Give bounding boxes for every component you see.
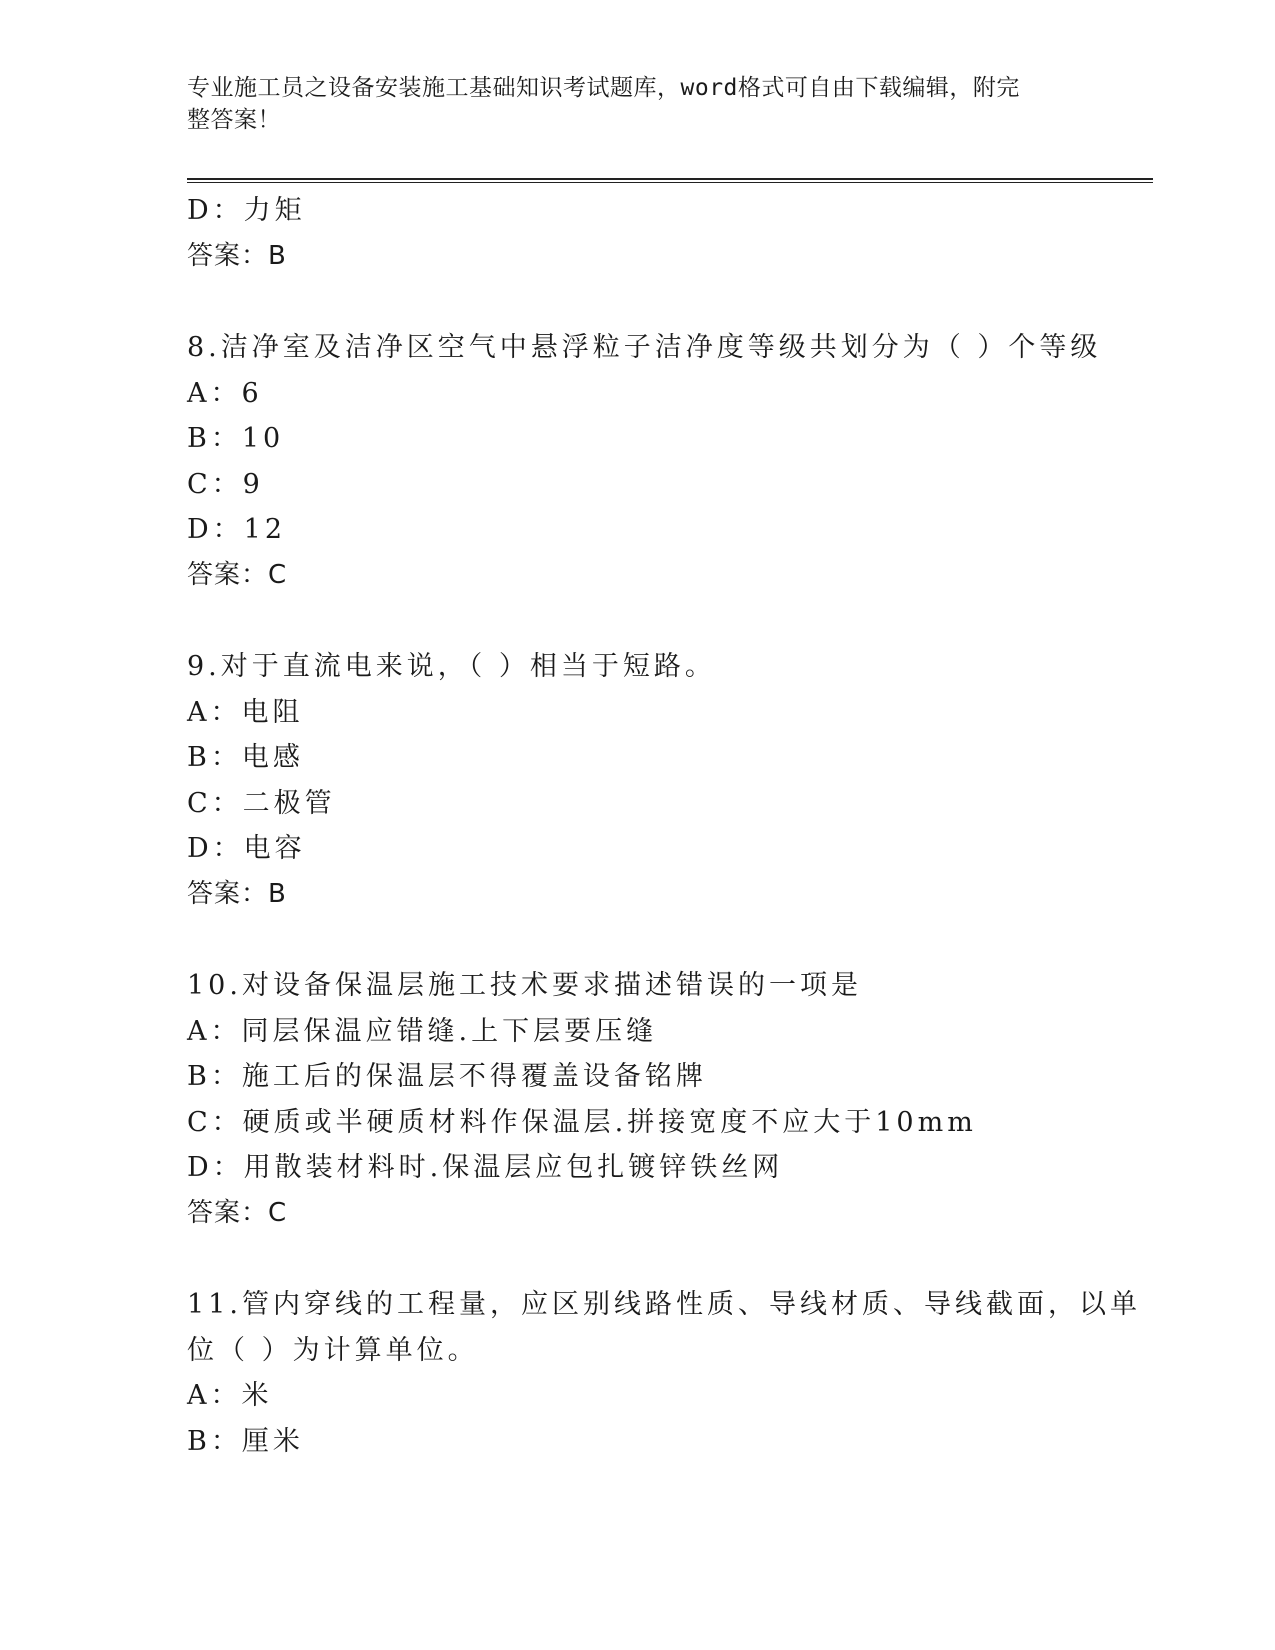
option-a: A：同层保温应错缝.上下层要压缝 — [187, 1015, 658, 1047]
answer: 答案：C — [187, 559, 288, 590]
option-b: B：厘米 — [187, 1425, 304, 1457]
option-c: C：二极管 — [187, 787, 336, 819]
spacer — [187, 917, 1087, 963]
spacer — [187, 1236, 1087, 1282]
question-stem-line-2: 位（ ）为计算单位。 — [187, 1334, 479, 1366]
question-9 — [187, 644, 1087, 917]
option-c: C：硬质或半硬质材料作保温层.拼接宽度不应大于10mm — [187, 1106, 977, 1138]
spacer — [187, 279, 1087, 325]
question-stem-line-1: 11.管内穿线的工程量，应区别线路性质、导线材质、导线截面，以单 — [187, 1289, 1141, 1320]
question-7-tail — [187, 188, 1087, 279]
question-8 — [187, 325, 1102, 598]
option-d: D：用散装材料时.保温层应包扎镀锌铁丝网 — [187, 1152, 784, 1183]
answer: 答案：B — [187, 240, 287, 271]
header-divider-thin — [187, 182, 1153, 183]
question-list — [187, 188, 1141, 1464]
answer: 答案：B — [187, 878, 287, 909]
option-a: A：米 — [187, 1380, 273, 1411]
option-d: D：力矩 — [187, 195, 306, 226]
header-line-2: 整答案！ — [187, 107, 281, 133]
question-11 — [187, 1282, 1141, 1464]
option-c: C：9 — [187, 468, 264, 500]
option-a: A：电阻 — [187, 696, 304, 728]
question-10 — [187, 963, 1087, 1236]
option-d: D：12 — [187, 514, 287, 545]
header-divider-thick — [187, 178, 1153, 180]
question-stem: 10.对设备保温层施工技术要求描述错误的一项是 — [187, 970, 862, 1001]
question-stem: 8.洁净室及洁净区空气中悬浮粒子洁净度等级共划分为（ ）个等级 — [187, 332, 1102, 363]
option-a: A：6 — [187, 377, 263, 409]
document-header — [187, 72, 1067, 136]
option-d: D：电容 — [187, 833, 306, 864]
answer: 答案：C — [187, 1197, 288, 1228]
option-b: B：电感 — [187, 742, 304, 773]
question-stem: 9.对于直流电来说，（ ）相当于短路。 — [187, 651, 716, 682]
option-b: B：10 — [187, 423, 285, 454]
header-line-1: 专业施工员之设备安装施工基础知识考试题库，word格式可自由下载编辑，附完 — [187, 75, 1020, 101]
option-b: B：施工后的保温层不得覆盖设备铭牌 — [187, 1061, 707, 1092]
spacer — [187, 598, 1087, 644]
